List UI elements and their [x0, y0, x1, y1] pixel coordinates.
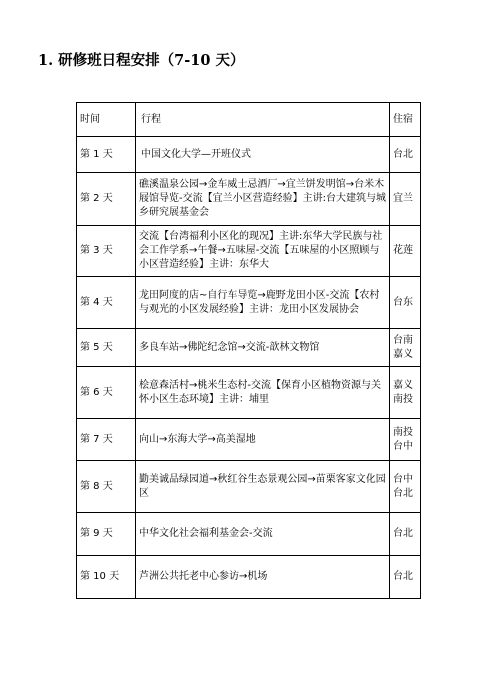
row-stay: 花莲: [390, 226, 421, 277]
row-day: 第 5 天: [77, 329, 136, 367]
table-row: [77, 226, 421, 277]
row-route: 礁溪温泉公园→金车威士忌酒厂→宜兰饼发明馆→台米木屐馆导览-交流【宜兰小区营造经验】主讲:台大建筑与城乡研究展基金会: [136, 173, 390, 226]
row-stay: 台南 嘉义: [390, 329, 421, 367]
table-row: [77, 137, 421, 173]
header-day: 时间: [77, 103, 136, 137]
row-stay: 台东: [390, 277, 421, 329]
row-stay: 宜兰: [390, 173, 421, 226]
row-day: 第 7 天: [77, 419, 136, 461]
row-route: 中国文化大学—开班仪式: [136, 137, 390, 173]
row-stay: 南投 台中: [390, 419, 421, 461]
schedule-table: [76, 102, 421, 599]
row-stay: 台北: [390, 556, 421, 599]
row-route: 中华文化社会福利基金会-交流: [136, 513, 390, 556]
row-day: 第 6 天: [77, 367, 136, 419]
row-day: 第 8 天: [77, 461, 136, 513]
row-day: 第 3 天: [77, 226, 136, 277]
row-day: 第 1 天: [77, 137, 136, 173]
table-row: [77, 173, 421, 226]
row-stay: 台中 台北: [390, 461, 421, 513]
header-route: 行程: [136, 103, 390, 137]
table-row: [77, 277, 421, 329]
row-day: 第 9 天: [77, 513, 136, 556]
table-header-row: [77, 103, 421, 137]
table-row: [77, 513, 421, 556]
row-route: 多良车站→佛陀纪念馆→交流-歆林文物馆: [136, 329, 390, 367]
row-route: 向山→东海大学→高美湿地: [136, 419, 390, 461]
row-day: 第 10 天: [77, 556, 136, 599]
row-route: 芦洲公共托老中心参访→机场: [136, 556, 390, 599]
header-stay: 住宿: [390, 103, 421, 137]
table-row: [77, 329, 421, 367]
row-stay: 嘉义 南投: [390, 367, 421, 419]
row-route: 交流【台湾福利小区化的现况】主讲:东华大学民族与社会工作学系→午餐→五味屋-交流【五味屋的小区照顾与小区营造经验】主讲：东华大: [136, 226, 390, 277]
row-route: 龙田阿度的店~自行车导览→鹿野龙田小区-交流【农村与观光的小区发展经验】主讲：龙田小区发展协会: [136, 277, 390, 329]
row-route: 桧意森活村→桃米生态村-交流【保育小区植物资源与关怀小区生态环境】主讲：埔里: [136, 367, 390, 419]
row-stay: 台北: [390, 137, 421, 173]
row-stay: 台北: [390, 513, 421, 556]
section-heading: 1. 研修班日程安排（7-10 天）: [38, 52, 245, 69]
row-day: 第 2 天: [77, 173, 136, 226]
table-row: [77, 556, 421, 599]
table-row: [77, 367, 421, 419]
table-row: [77, 461, 421, 513]
row-day: 第 4 天: [77, 277, 136, 329]
row-route: 勤美诚品绿园道→秋红谷生态景观公园→苗栗客家文化园区: [136, 461, 390, 513]
table-row: [77, 419, 421, 461]
